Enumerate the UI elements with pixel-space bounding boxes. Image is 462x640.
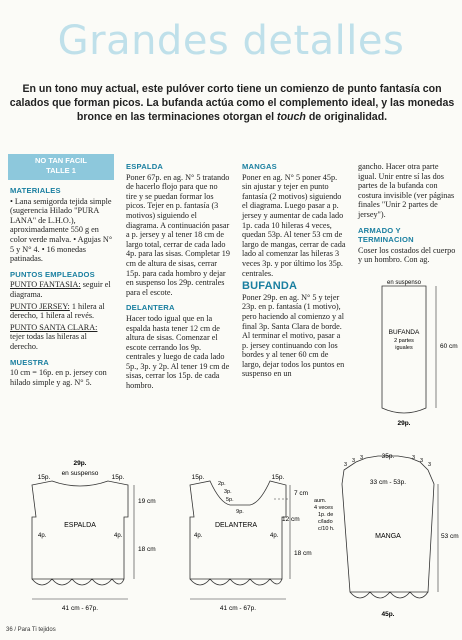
stitch-santa-clara: [10, 323, 114, 352]
delantera-sisa-left: 4p.: [194, 533, 203, 539]
stitch-jersey-label: PUNTO JERSEY:: [10, 301, 70, 311]
stitches-heading: PUNTOS EMPLEADOS: [10, 269, 95, 279]
bufanda-sub-label-2: iguales: [395, 345, 413, 351]
badge-line-1: NO TAN FACIL: [35, 156, 87, 165]
manga-note-5: c/10 h.: [318, 526, 335, 532]
espalda-outline: [32, 481, 128, 579]
manga-step-right-3: 3: [428, 462, 432, 468]
manga-diagram: [308, 452, 462, 624]
delantera-shoulder-right: 15p.: [271, 474, 285, 481]
bufanda-diagram: [360, 280, 460, 430]
manga-step-right-2: 3: [420, 458, 424, 464]
bufanda-bottom-label: 29p.: [397, 420, 411, 427]
column-espalda: [126, 162, 230, 393]
manga-note-4: c/lado: [318, 519, 333, 525]
materials-text: • Lana semigorda tejida simple (sugerencia Hilado "PURA LANA" de L.H.O.), aproximadamente 550 g en color verde malva. • Agujas N° 5 y N° 4. • 16 monedas patinadas.: [10, 196, 113, 264]
delantera-label: DELANTERA: [214, 522, 258, 529]
delantera-height-1: 7 cm: [294, 490, 309, 497]
espalda-top-count: 29p.: [73, 460, 87, 467]
delantera-neck-2: 3p.: [224, 489, 232, 495]
stitch-fantasia: [10, 280, 114, 299]
delantera-diagram: [164, 455, 324, 620]
assembly-text: Coser los costados del cuerpo y un hombro. Con ag.: [358, 245, 456, 265]
manga-width-label: 33 cm - 53p.: [369, 479, 407, 486]
manga-step-left-1: 3: [344, 462, 348, 468]
espalda-height-1: 19 cm: [138, 498, 156, 505]
manga-note-3: 1p. de: [318, 512, 334, 518]
delantera-outline: [190, 481, 286, 579]
delantera-scallops: [190, 579, 282, 585]
delantera-shoulder-left: 15p.: [191, 474, 205, 481]
manga-step-left-3: 3: [360, 455, 364, 461]
intro-text: En un tono muy actual, este pulóver corto tiene un comienzo de punto fantasía con calados que forman picos. La bufanda actúa como el complemento ideal, y las monedas bronce en las terminaciones otorgan el: [9, 83, 455, 123]
manga-bottom-label: 45p.: [381, 611, 395, 618]
delantera-bottom-label: 41 cm - 67p.: [219, 605, 257, 612]
manga-height-label: 53 cm: [441, 533, 459, 540]
espalda-bottom-label: 41 cm - 67p.: [61, 605, 99, 612]
espalda-height-2: 18 cm: [138, 546, 156, 553]
espalda-top-label: en suspenso: [61, 470, 99, 477]
assembly-heading: ARMADO Y TERMINACION: [358, 225, 414, 245]
column-mangas: [242, 162, 346, 381]
bufanda-height-label: 60 cm: [440, 343, 458, 350]
delantera-sisa-right: 4p.: [270, 533, 279, 539]
delantera-neck-3: 5p.: [226, 497, 234, 503]
delantera-height-2: 12 cm: [282, 516, 300, 523]
manga-outline: [342, 456, 434, 592]
manga-step-right-1: 3: [412, 455, 416, 461]
manga-note-1: aum.: [314, 498, 327, 504]
espalda-shoulder-right: 15p.: [111, 474, 125, 481]
bufanda-sub-label: 2 partes: [394, 338, 414, 344]
stitch-jersey-text: 1 hilera al derecho, 1 hilera al revés.: [10, 301, 105, 321]
mangas-heading: MANGAS: [242, 162, 277, 171]
delantera-text: Hacer todo igual que en la espalda hasta tener 12 cm de altura de sisas. Comenzar el escote cerrando los 9p. centrales y luego de cada lado 5p., 3p. y 2p. Al tener 19 cm de sisas, cerrar los 15p. de cada hombro.: [126, 313, 230, 391]
badge-line-2: TALLE 1: [46, 166, 76, 175]
delantera-neck-4: 9p.: [236, 509, 244, 515]
column-materials: [10, 186, 114, 389]
bufanda-text: Poner 29p. en ag. N° 5 y tejer 23p. en p. fantasía (1 motivo), pero haciendo al comienzo y al final 3p. Santa Clara de borde. Al terminar el motivo, pasar a p. jersey continuando con los bordes y al tener 60 cm de largo, dejar todos los puntos en suspenso en un: [242, 292, 345, 379]
column-armado: [358, 162, 456, 267]
page-title: Grandes detalles: [57, 18, 405, 64]
gauge-text: 10 cm = 16p. en p. jersey con hilado simple y ag. N° 5.: [10, 368, 107, 387]
espalda-heading: ESPALDA: [126, 162, 164, 171]
delantera-height-3: 18 cm: [294, 550, 312, 557]
espalda-label: ESPALDA: [64, 522, 96, 529]
espalda-shoulder-left: 15p.: [37, 474, 51, 481]
intro-italic: touch: [277, 111, 306, 123]
materials-heading: MATERIALES: [10, 186, 61, 195]
espalda-scallops: [32, 579, 124, 585]
manga-note-2: 4 veces: [314, 505, 333, 511]
manga-scallops: [350, 592, 428, 598]
gauge-heading: MUESTRA: [10, 357, 49, 367]
bufanda-heading: BUFANDA: [242, 280, 298, 293]
manga-top-label: 35p.: [381, 453, 395, 460]
bufanda-text-continued: gancho. Hacer otra parte igual. Unir entre sí las dos partes de la bufanda con costura invisible (ver páginas finales "Unir 2 partes de jersey").: [358, 162, 455, 219]
page-footer: 36 / Para Ti tejidos: [6, 627, 56, 633]
intro-text-end: de originalidad.: [305, 111, 388, 123]
stitch-fantasia-label: PUNTO FANTASIA:: [10, 280, 81, 290]
difficulty-badge: [8, 154, 114, 180]
intro-paragraph: [6, 82, 458, 124]
espalda-text: Poner 67p. en ag. N° 5 tratando de hacerlo flojo para que no tire y se puedan formar los picos. Tejer en p. fantasía (3 motivos) siguiendo el diagrama. A continuación pasar a p. jersey y al tener 18 cm de largo total, cerrar de cada lado 4p. para las sisas. Completar 19 cm de altura de sisas, cerrar 15p. para cada hombro y dejar en suspenso los 29p. centrales para el escote.: [126, 172, 230, 297]
stitch-fantasia-text: seguir el diagrama.: [10, 280, 111, 299]
manga-label: MANGA: [375, 533, 401, 540]
stitch-jersey: [10, 302, 114, 321]
espalda-sisa-right: 4p.: [114, 533, 123, 539]
bufanda-label: BUFANDA: [388, 329, 420, 336]
espalda-diagram: [4, 455, 164, 620]
mangas-text: Poner en ag. N° 5 poner 45p. sin ajustar y tejer en punto fantasía (2 motivos) siguiendo el diagrama. Luego pasar a p. jersey y aumentar de cada lado 1p. cada 10 hileras 4 veces, quedan 53p. Al tener 53 cm de largo de mangas, cerrar de cada lado al comenzar las hileras 3 veces 3p. y por último los 35p. centrales.: [242, 172, 346, 278]
espalda-sisa-left: 4p.: [38, 533, 47, 539]
delantera-heading: DELANTERA: [126, 303, 175, 313]
stitch-santa-clara-text: tejer todas las hileras al derecho.: [10, 332, 87, 351]
bufanda-top-label: en suspenso: [386, 280, 422, 286]
manga-step-left-2: 3: [352, 458, 356, 464]
delantera-neck-1: 2p.: [218, 481, 226, 487]
stitch-santa-clara-label: PUNTO SANTA CLARA:: [10, 322, 98, 332]
